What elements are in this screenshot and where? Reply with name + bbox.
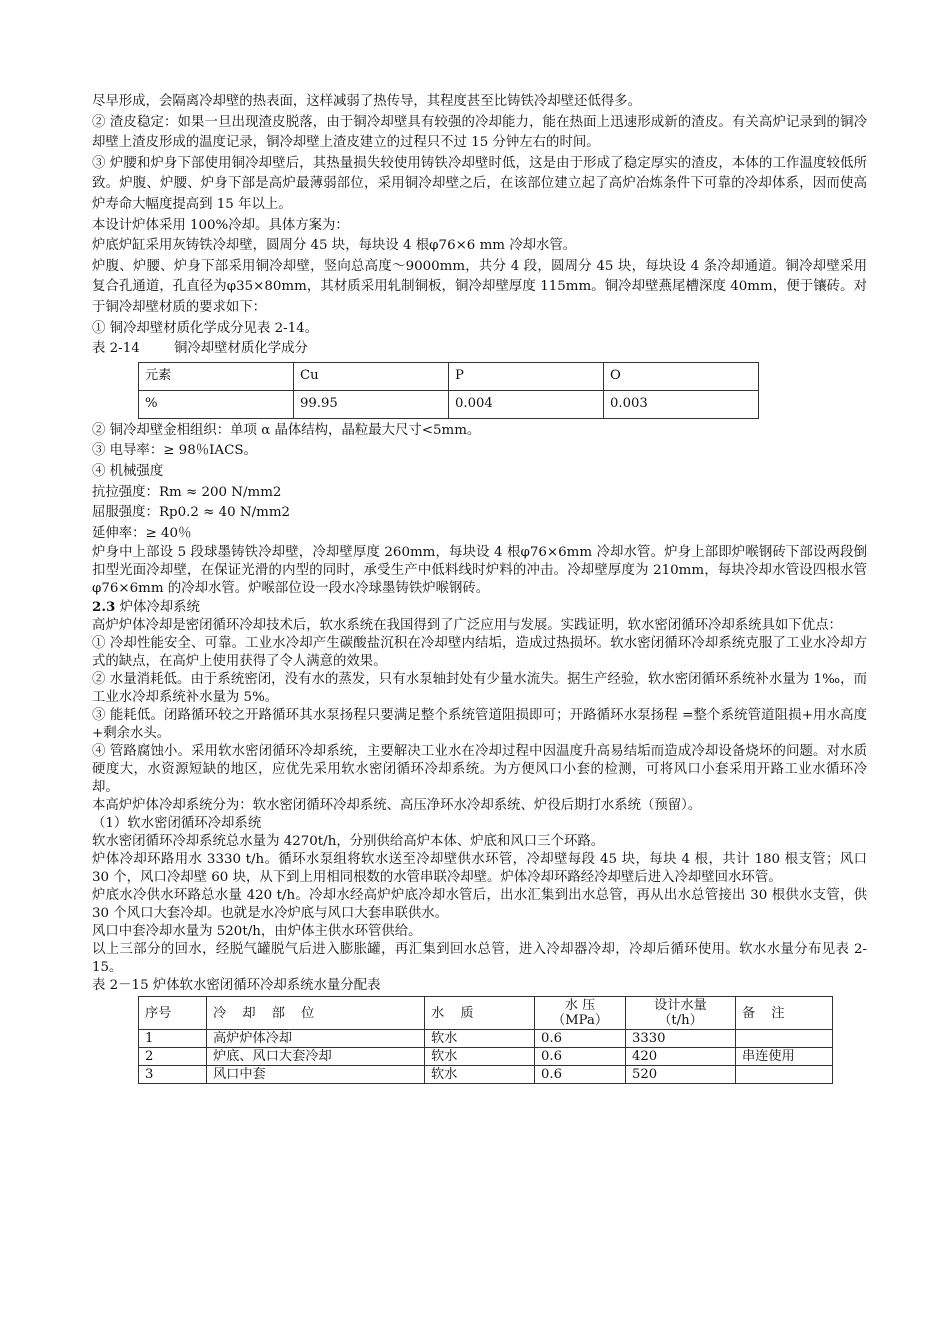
paragraph: ③ 电导率：≥ 98％IACS。 bbox=[92, 443, 257, 459]
paragraph: ② 渣皮稳定：如果一旦出现渣皮脱落，由于铜冷却壁具有较强的冷却能力，能在热面上迅速形成新的渣皮。有关高炉记录到的铜冷却壁上渣皮形成的温度记录，铜冷却壁上渣皮建立的过程只不过 15 分钟左右的时间。 bbox=[92, 114, 867, 151]
paragraph: 炉腹、炉腰、炉身下部采用铜冷却壁，竖向总高度～9000mm，共分 4 段，圆周分 45 块，每块设 4 条冷却通道。铜冷却壁采用复合孔通道，孔直径为φ35×80mm，其材质采用轧制铜板，铜冷却壁厚度 115mm。铜冷却壁燕尾槽深度 40mm，便于镶砖。对于铜冷却壁材质的要求如下： bbox=[92, 258, 867, 315]
section-number: 2.3 bbox=[92, 599, 116, 616]
paragraph: 尽早形成，会隔离冷却壁的热表面，这样减弱了热传导，其程度甚至比铸铁冷却壁还低得多。 bbox=[92, 94, 642, 109]
table-row bbox=[139, 1066, 833, 1084]
table-caption-title: 铜冷却壁材质化学成分 bbox=[174, 341, 308, 357]
section-heading bbox=[92, 598, 867, 617]
header-volume bbox=[626, 997, 736, 1030]
paragraph: ② 铜冷却壁金相组织：单项 α 晶体结构，晶粒最大尺寸<5mm。 bbox=[92, 422, 481, 438]
cell-quality: 软水 bbox=[425, 1066, 535, 1084]
cell-quality: 软水 bbox=[425, 1048, 535, 1066]
cell-volume: 520 bbox=[626, 1066, 736, 1084]
paragraph: ④ 管路腐蚀小。采用软水密闭循环冷却系统，主要解决工业水在冷却过程中因温度升高易结垢而造成冷却设备烧坏的问题。对水质硬度大，水资源短缺的地区，应优先采用软水密闭循环冷却系统。为方便风口小套的检测，可将风口小套采用开路工业水循环冷却。 bbox=[92, 744, 867, 796]
paragraph: 炉底炉缸采用灰铸铁冷却壁，圆周分 45 块，每块设 4 根φ76×6 mm 冷却水管。 bbox=[92, 238, 577, 254]
header-pressure-line2: （MPa） bbox=[551, 1013, 609, 1029]
paragraph: ② 水量消耗低。由于系统密闭，没有水的蒸发，只有水泵轴封处有少量水流失。据生产经验，软水密闭循环系统补水量为 1‰，而工业水冷却系统补水量为 5%。 bbox=[92, 672, 867, 706]
table-header-row bbox=[139, 362, 759, 390]
table-cell: Cu bbox=[294, 362, 449, 390]
cell-part: 风口中套 bbox=[207, 1066, 425, 1084]
cell-part: 炉底、风口大套冷却 bbox=[207, 1048, 425, 1066]
header-part: 冷 却 部 位 bbox=[207, 997, 425, 1030]
paragraph: 屈服强度：Rp0.2 ≈ 40 N/mm2 bbox=[92, 505, 291, 521]
table-caption-number: 表 2-14 bbox=[92, 341, 140, 357]
paragraph: ① 冷却性能安全、可靠。工业水冷却产生碳酸盐沉积在冷却壁内结垢，造成过热损坏。软水密闭循环冷却系统克服了工业水冷却方式的缺点，在高炉上使用获得了令人满意的效果。 bbox=[92, 636, 867, 670]
cell-no: 3 bbox=[139, 1066, 207, 1084]
table-cell: 0.004 bbox=[449, 390, 604, 418]
table-cell: 99.95 bbox=[294, 390, 449, 418]
paragraph: 以上三部分的回水，经脱气罐脱气后进入膨胀罐，再汇集到回水总管，进入冷却器冷却，冷却后循环使用。软水水量分布见表 2-15。 bbox=[92, 942, 867, 976]
cell-note bbox=[736, 1066, 833, 1084]
table-cell: % bbox=[139, 390, 294, 418]
cell-quality: 软水 bbox=[425, 1030, 535, 1048]
paragraph: ① 铜冷却壁材质化学成分见表 2-14。 bbox=[92, 320, 319, 336]
table-cell: 0.003 bbox=[604, 390, 759, 418]
table-caption bbox=[92, 339, 867, 360]
table-row bbox=[139, 390, 759, 418]
composition-table bbox=[138, 362, 759, 419]
paragraph: 延伸率：≥ 40％ bbox=[92, 525, 192, 541]
cell-note: 串连使用 bbox=[736, 1048, 833, 1066]
table-cell: O bbox=[604, 362, 759, 390]
cell-part: 高炉炉体冷却 bbox=[207, 1030, 425, 1048]
paragraph: ③ 能耗低。闭路循环较之开路循环其水泵扬程只要满足整个系统管道阻损即可；开路循环水泵扬程 =整个系统管道阻损+用水高度+剩余水头。 bbox=[92, 708, 867, 742]
water-distribution-table bbox=[138, 996, 833, 1084]
table-header-row bbox=[139, 997, 833, 1030]
paragraph: ④ 机械强度 bbox=[92, 463, 164, 479]
table-row bbox=[139, 1048, 833, 1066]
paragraph: 炉体冷却环路用水 3330 t/h。循环水泵组将软水送至冷却壁供水环管，冷却壁每段 45 块，每块 4 根，共计 180 根支管；风口 30 个，风口冷却壁 60 块，从下到上用相同根数的水管串联冷却壁。炉体冷却环路经冷却壁后进入冷却壁回水环管。 bbox=[92, 852, 867, 886]
paragraph: 炉底水冷供水环路总水量 420 t/h。冷却水经高炉炉底冷却水管后，出水汇集到出水总管，再从出水总管接出 30 根供水支管，供 30 个风口大套冷却。也就是水冷炉底与风口大套串联供水。 bbox=[92, 888, 867, 922]
cell-volume: 3330 bbox=[626, 1030, 736, 1048]
paragraph: 本高炉炉体冷却系统分为：软水密闭循环冷却系统、高压净环水冷却系统、炉役后期打水系统（预留）。 bbox=[92, 798, 702, 814]
cell-note bbox=[736, 1030, 833, 1048]
header-pressure bbox=[535, 997, 626, 1030]
header-pressure-line1: 水 压 bbox=[564, 998, 596, 1014]
header-volume-line2: （t/h） bbox=[658, 1013, 703, 1029]
document-page bbox=[92, 92, 867, 1084]
cell-no: 1 bbox=[139, 1030, 207, 1048]
paragraph: 高炉炉体冷却是密闭循环冷却技术后，软水系统在我国得到了广泛应用与发展。实践证明，软水密闭循环冷却系统具如下优点： bbox=[92, 618, 842, 634]
cell-pressure: 0.6 bbox=[535, 1048, 626, 1066]
paragraph: 本设计炉体采用 100%冷却。具体方案为： bbox=[92, 217, 349, 233]
cell-pressure: 0.6 bbox=[535, 1030, 626, 1048]
paragraph: ③ 炉腰和炉身下部使用铜冷却壁后，其热量损失较使用铸铁冷却壁时低，这是由于形成了稳定厚实的渣皮，本体的工作温度较低所致。炉腹、炉腰、炉身下部是高炉最薄弱部位，采用铜冷却壁之后，在该部位建立起了高炉冶炼条件下可靠的冷却体系，因而使高炉寿命大幅度提高到 15 年以上。 bbox=[92, 155, 867, 212]
table-caption: 表 2－15 炉体软水密闭循环冷却系统水量分配表 bbox=[92, 978, 381, 994]
header-no: 序号 bbox=[139, 997, 207, 1030]
table-cell: 元素 bbox=[139, 362, 294, 390]
table-row bbox=[139, 1030, 833, 1048]
cell-volume: 420 bbox=[626, 1048, 736, 1066]
section-title: 炉体冷却系统 bbox=[119, 600, 200, 616]
subsection-heading: （1）软水密闭循环冷却系统 bbox=[92, 816, 262, 832]
paragraph: 风口中套冷却水量为 520t/h，由炉体主供水环管供给。 bbox=[92, 924, 422, 940]
table-cell: P bbox=[449, 362, 604, 390]
paragraph: 炉身中上部设 5 段球墨铸铁冷却壁，冷却壁厚度 260mm，每块设 4 根φ76×6mm 冷却水管。炉身上部即炉喉钢砖下部设两段倒扣型光面冷却壁，在保证光滑的内型的同时，承受生产中低料线时炉料的冲击。冷却壁厚度为 210mm，每块冷却水管设四根水管φ76×6mm 的冷却水管。炉喉部位设一段水冷球墨铸铁炉喉钢砖。 bbox=[92, 545, 867, 597]
paragraph: 软水密闭循环冷却系统总水量为 4270t/h，分别供给高炉本体、炉底和风口三个环路。 bbox=[92, 834, 605, 850]
header-volume-line1: 设计水量 bbox=[654, 998, 707, 1014]
cell-pressure: 0.6 bbox=[535, 1066, 626, 1084]
cell-no: 2 bbox=[139, 1048, 207, 1066]
paragraph: 抗拉强度：Rm ≈ 200 N/mm2 bbox=[92, 484, 282, 500]
header-note: 备 注 bbox=[736, 997, 833, 1030]
header-quality: 水 质 bbox=[425, 997, 535, 1030]
